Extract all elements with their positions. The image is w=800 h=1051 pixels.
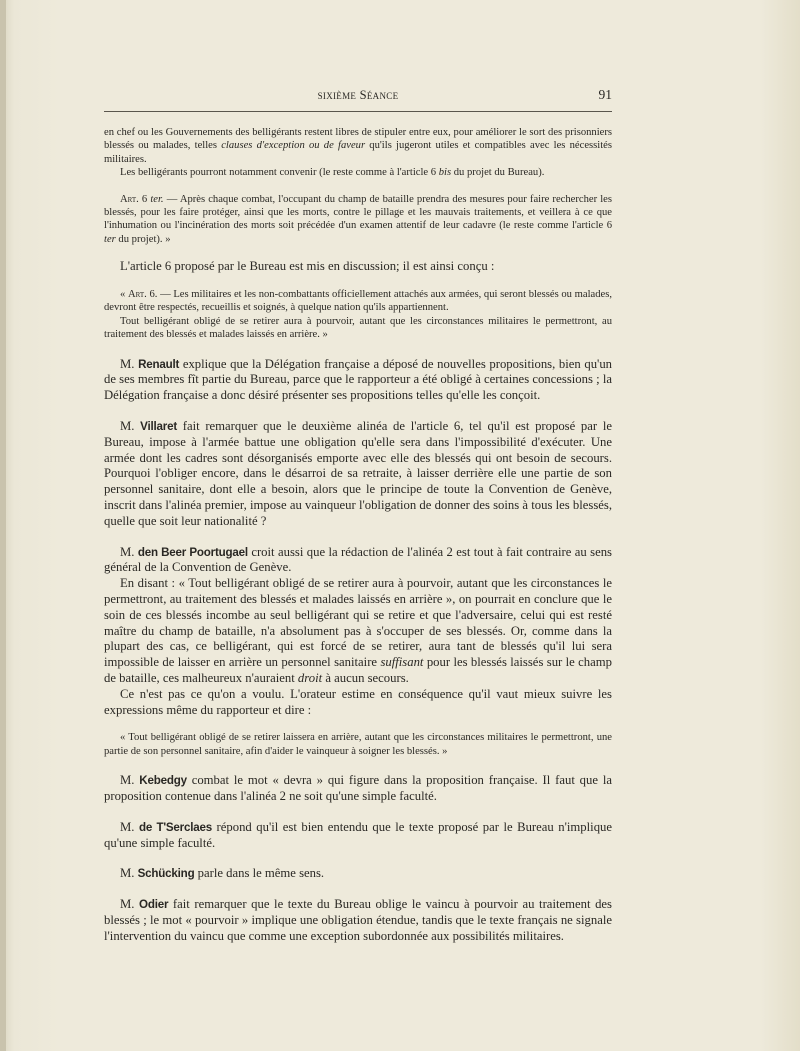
speaker-name: Odier [139,898,169,912]
speech-de-t-serclaes: M. de T'Serclaes répond qu'il est bien entendu que le texte proposé par le Bureau n'implique qu'une simple faculté. [104,819,613,850]
speech-renault: M. Renault explique que la Délégation française a déposé de nouvelles propositions, bien qu'un de ses membres fît partie du Bureau, parce que le rapporteur a été obligé à certaines concessions ; la Délégation française a donc désiré présenter ses propositions telles qu'elle les conçoit. [104,356,613,403]
paragraph-en-disant: En disant : « Tout belligérant obligé de se retirer aura à pourvoir, autant que les circonstances le permettront, au traitement des blessés et malades laissés en arrière », on pourrait en conclure que le soin de ces blessés incombe au seul belligérant qui se retire et que l'adversaire, celui qui est resté maître du champ de bataille, n'a absolument pas à s'occuper de ses blessés. Or, comme dans la plupart des cas, ce belligérant, qui est forcé de se retirer, aura tant de blessés qu'il lui sera impossible de laisser en arrière un personnel sanitaire suffisant pour les blessés laissés sur le champ de bataille, ces malheureux n'auraient droit à aucun secours. [104,576,612,686]
speech-kebedgy: M. Kebedgy combat le mot « devra » qui figure dans la proposition française. Il faut que la proposition contenue dans l'alinéa 2 ne soit qu'une simple faculté. [104,773,612,804]
article-6-ter: Art. 6 ter. — Après chaque combat, l'occupant du champ de bataille prendra des mesures pour faire rechercher les blessés, pour les faire protéger, ainsi que les morts, contre le pillage et les mauvais traitements, et veillera à ce que l'inhumation ou l'incinération des morts soit précédée d'un examen attentif de leur cadavre (le reste comme l'article 6 ter du projet). » [104,193,612,245]
speaker-name: Kebedgy [139,774,187,788]
quoted-proposal: « Tout belligérant obligé de se retirer laissera en arrière, autant que les circonstances militaires le permettront, une partie de son personnel sanitaire, afin d'aider le vainqueur à soigner les blessés. » [104,732,612,757]
speaker-name: Schücking [137,867,195,881]
speech-villaret: M. Villaret fait remarquer que le deuxième alinéa de l'article 6, tel qu'il est proposé par le Bureau, impose à l'armée battue une obligation qu'elle sera dans l'impossibilité d'exécuter. Une armée dont les cadres sont désorganisés emporte avec elle des blessés qui ont besoin de secours. Pourquoi l'obliger encore, dans le désarroi de sa retraite, à laisser derrière elle une partie de son personnel sanitaire, dont elle a besoin, alors que le principe de toute la Convention de Genève, inscrit dans l'alinéa premier, impose au vainqueur l'obligation de donner des soins à tous les blessés, quelle que soit leur nationalité ? [104,419,612,528]
paragraph-belligerents: Les belligérants pourront notamment convenir (le reste comme à l'article 6 bis du projet du Bureau). [120,167,545,179]
page-number: 91 [598,87,612,102]
paragraph-orateur: Ce n'est pas ce qu'on a voulu. L'orateur estime en conséquence qu'il vaut mieux suivre les expressions même du rapporteur et dire : [104,686,612,717]
article-6-intro: L'article 6 proposé par le Bureau est mis en discussion; il est ainsi conçu : [120,259,495,274]
header-title: sixième Séance [317,88,399,102]
speaker-name: den Beer Poortugael [137,545,248,559]
running-header [104,88,612,108]
page-body [104,126,612,945]
speech-odier: M. Odier fait remarquer que le texte du Bureau oblige le vaincu à pourvoir au traitement des blessés ; le mot « pourvoir » implique une obligation étendue, tandis que le texte français ne signale l'intervention du vaincu que comme une exception subordonnée aux possibilités militaires. [104,897,612,943]
page-binding-edge [0,0,6,1051]
speech-den-beer-poortugael: M. den Beer Poortugael croit aussi que la rédaction de l'alinéa 2 est tout à fait contraire au sens général de la Convention de Genève. [104,544,612,575]
speaker-name: Villaret [140,420,178,434]
paragraph-continuation: en chef ou les Gouvernements des belligérants restent libres de stipuler entre eux, pour améliorer le sort des prisonniers blessés ou malades, telles clauses d'exception ou de faveur qu'ils jugeront utiles et compatibles avec les nécessités militaires. [104,127,612,165]
speech-schucking: M. Schücking parle dans le même sens. [120,866,325,881]
article-6-text: « Art. 6. — Les militaires et les non-combattants officiellement attachés aux armées, qui seront blessés ou malades, devront être respectés, recueillis et soignés, à quelque nation qu'ils appartiennent. [104,289,612,314]
speaker-name: de T'Serclaes [138,820,213,834]
article-6-second-paragraph: Tout belligérant obligé de se retirer aura à pourvoir, autant que les circonstances militaires le permettront, au traitement des blessés et malades laissés en arrière. » [104,315,612,341]
header-rule [104,111,612,112]
speaker-name: Renault [138,357,180,371]
